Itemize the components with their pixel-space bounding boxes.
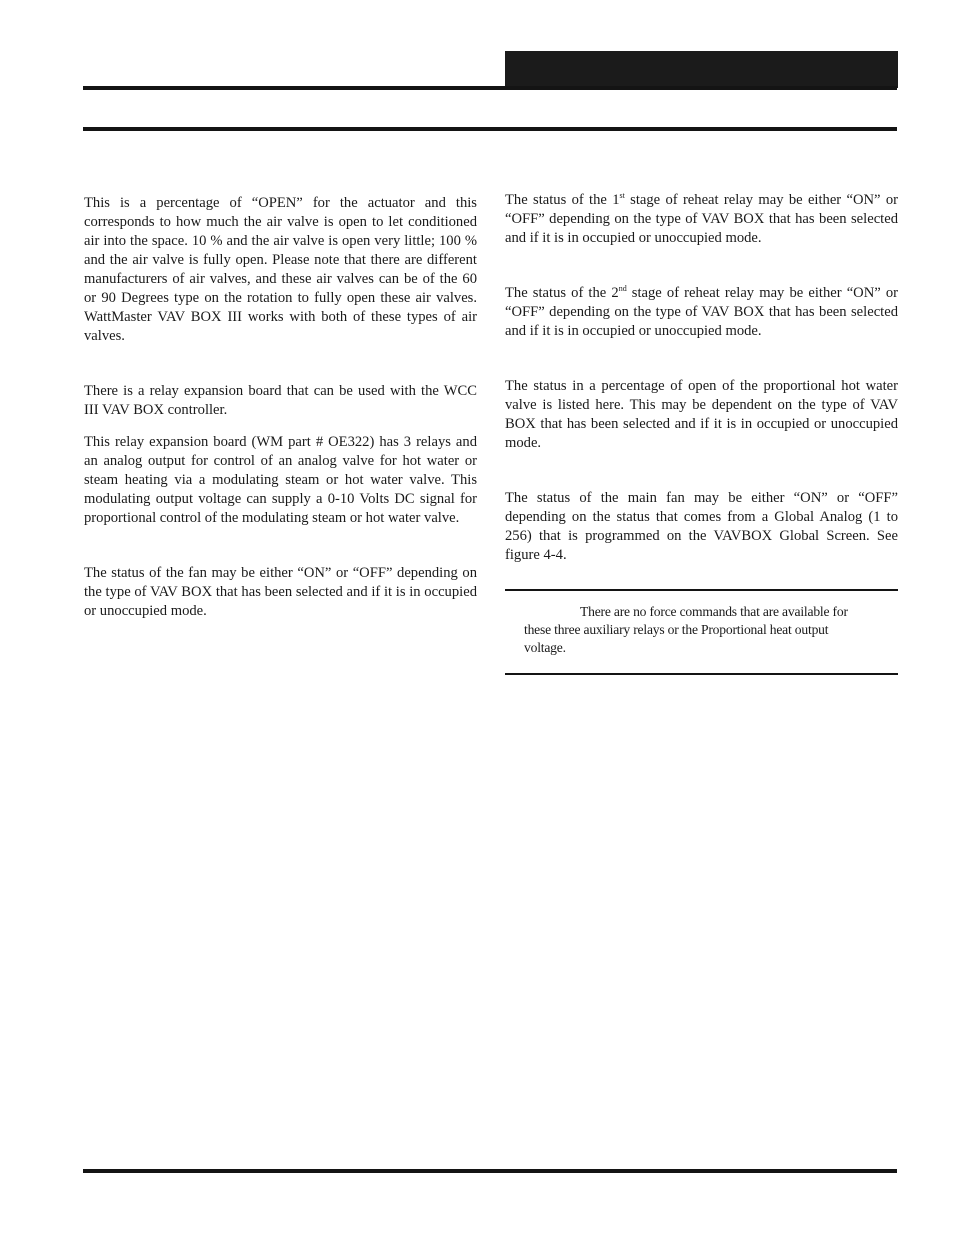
note-box — [505, 589, 898, 675]
header-tab — [505, 51, 898, 88]
reheat-stage1-paragraph: The status of the 1st stage of reheat relay may be either “ON” or “OFF” depending on the type of VAV BOX that has been selected and if it is in occupied or unoccupied mode. — [505, 191, 898, 246]
footer-rule — [83, 1169, 897, 1173]
fan-status-paragraph: The status of the fan may be either “ON” or “OFF” depending on the type of VAV BOX that has been selected and if it is in occupied or unoccupied mode. — [84, 565, 477, 619]
hot-water-valve-paragraph: The status in a percentage of open of the proportional hot water valve is listed here. This may be dependent on the type of VAV BOX that has been selected and if it is in occupied or unoccupied mode. — [505, 378, 898, 451]
left-column — [84, 194, 477, 621]
header-rule-bottom — [83, 127, 897, 131]
expansion-board-intro: There is a relay expansion board that can be used with the WCC III VAV BOX controller. — [84, 383, 477, 418]
right-column — [505, 191, 898, 675]
main-fan-paragraph: The status of the main fan may be either “ON” or “OFF” depending on the status that comes from a Global Analog (1 to 256) that is programmed on the VAVBOX Global Screen. See figure 4-4. — [505, 490, 898, 563]
reheat-stage2-paragraph: The status of the 2nd stage of reheat relay may be either “ON” or “OFF” depending on the type of VAV BOX that has been selected and if it is in occupied or unoccupied mode. — [505, 284, 898, 339]
actuator-open-paragraph: This is a percentage of “OPEN” for the actuator and this corresponds to how much the air valve is open to let conditioned air into the space. 10 % and the air valve is open very little; 100 % and the air valve is fully open. Please note that there are different manufacturers of air valves, and these air valves can be of the 60 or 90 Degrees type on the rotation to fully open these air valves. WattMaster VAV BOX III works with both of these types of air valves. — [84, 195, 477, 344]
note-text: There are no force commands that are available for these three auxiliary relays or the Proportional heat output voltage. — [524, 604, 848, 655]
expansion-board-details: This relay expansion board (WM part # OE322) has 3 relays and an analog output for control of an analog valve for hot water or steam heating via a modulating steam or hot water valve. This modulating output voltage can supply a 0-10 Volts DC signal for proportional control of the modulating steam or hot water valve. — [84, 434, 477, 526]
header-rule-top — [83, 86, 897, 90]
